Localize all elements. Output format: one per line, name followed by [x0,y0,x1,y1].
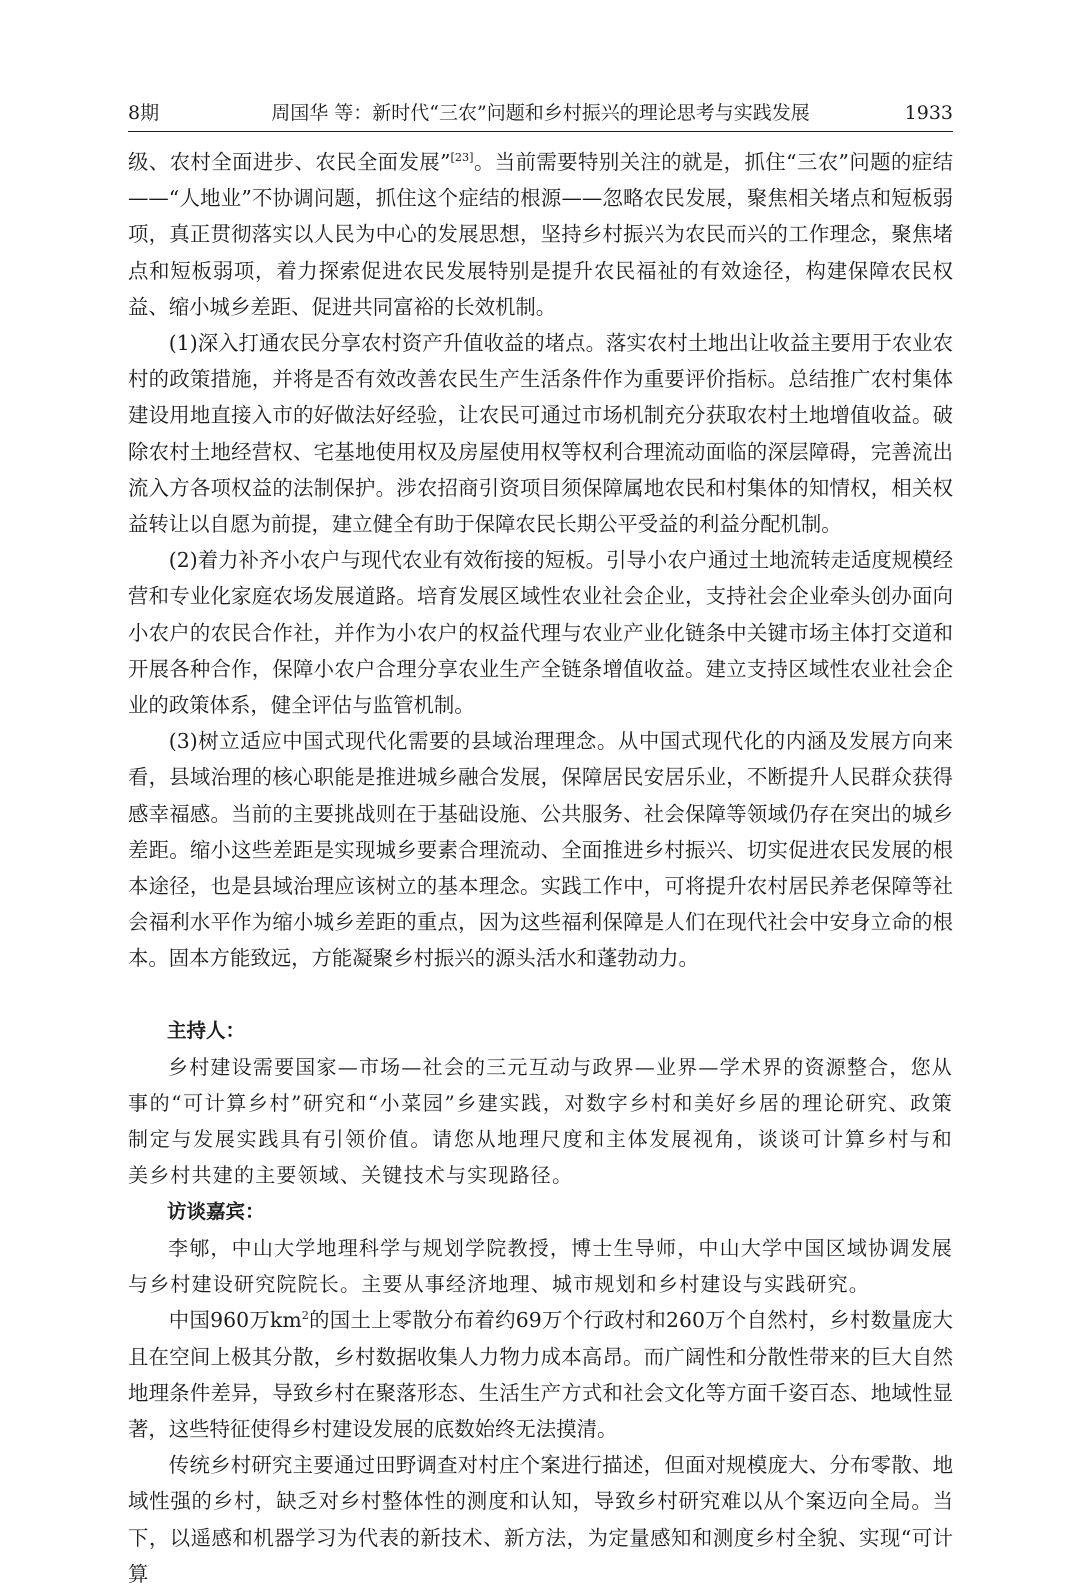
paragraph-text: 中国960万km [168,1308,302,1333]
issue-number: 8期 [128,102,160,124]
running-title: 周国华 等：新时代“三农”问题和乡村振兴的理论思考与实践发展 [271,102,810,124]
section-gap [128,977,953,1013]
paragraph-text: 级、农村全面进步、农民全面发展” [128,150,451,174]
superscript: 2 [301,1309,309,1323]
host-question: 乡村建设需要国家—市场—社会的三元互动与政界—业界—学术界的资源整合，您从事的“可计算乡村”研究和“小菜园”乡建实践，对数字乡村和美好乡居的理论研究、政策制定与发展实践具有引领价值。请您从地理尺度和主体发展视角，谈谈可计算乡村与和美乡村共建的主要领域、关键技术与实现路径。 [128,1054,953,1188]
paragraph [128,1302,953,1447]
guest-bio: 李郇，中山大学地理科学与规划学院教授，博士生导师，中山大学中国区域协调发展与乡村建设研究院院长。主要从事经济地理、城市规划和乡村建设与实践研究。 [128,1235,953,1297]
paragraph [128,144,953,325]
header-rule [128,131,953,132]
paragraph-text: 。当前需要特别关注的就是，抓住“三农”问题的症结——“人地业”不协调问题，抓住这个症结的根源——忽略农民发展，聚焦相关堵点和短板弱项，真正贯彻落实以人民为中心的发展思想，坚持乡村振兴为农民而兴的工作理念，聚焦堵点和短板弱项，着力探索促进农民发展特别是提升农民福祉的有效途径，构建保障农民权益、缩小城乡差距、促进共同富裕的长效机制。 [128,150,953,319]
paragraph-text: 的国土上零散分布着约69万个行政村和260万个自然村，乡村数量庞大且在空间上极其分散，乡村数据收集人力物力成本高昂。而广阔性和分散性带来的巨大自然地理条件差异，导致乡村在聚落形态、生活生产方式和社会文化等方面千姿百态、地域性显著，这些特征使得乡村建设发展的底数始终无法摸清。 [128,1308,953,1441]
paragraph: (3)树立适应中国式现代化需要的县域治理理念。从中国式现代化的内涵及发展方向来看，县域治理的核心职能是推进城乡融合发展，保障居民安居乐业，不断提升人民群众获得感幸福感。当前的主要挑战则在于基础设施、公共服务、社会保障等领域仍存在突出的城乡差距。缩小这些差距是实现城乡要素合理流动、全面推进乡村振兴、切实促进农民发展的根本途径，也是县域治理应该树立的基本理念。实践工作中，可将提升农村居民养老保障等社会福利水平作为缩小城乡差距的重点，因为这些福利保障是人们在现代社会中安身立命的根本。固本方能致远，方能凝聚乡村振兴的源头活水和蓬勃动力。 [128,729,953,971]
paragraph: (1)深入打通农民分享农村资产升值收益的堵点。落实农村土地出让收益主要用于农业农村的政策措施，并将是否有效改善农民生产生活条件作为重要评价指标。总结推广农村集体建设用地直接入市的好做法好经验，让农民可通过市场机制充分获取农村土地增值收益。破除农村土地经营权、宅基地使用权及房屋使用权等权利合理流动面临的深层障碍，完善流出流入方各项权益的法制保护。涉农招商引资项目须保障属地农民和村集体的知情权，相关权益转让以自愿为前提，建立健全有助于保障农民长期公平受益的利益分配机制。 [128,331,953,537]
citation-marker: [23] [450,151,474,165]
guest-label: 访谈嘉宾： [167,1199,265,1223]
running-head [128,98,953,132]
article-body [128,144,953,1592]
host-label: 主持人： [167,1018,246,1042]
paragraph: (2)着力补齐小农户与现代农业有效衔接的短板。引导小农户通过土地流转走适度规模经营和专业化家庭农场发展道路。培育发展区域性农业社会企业，支持社会企业牵头创办面向小农户的农民合作社，并作为小农户的权益代理与农业产业化链条中关键市场主体打交道和开展各种合作，保障小农户合理分享农业生产全链条增值收益。建立支持区域性农业社会企业的政策体系，健全评估与监管机制。 [128,548,953,718]
paragraph: 传统乡村研究主要通过田野调查对村庄个案进行描述，但面对规模庞大、分布零散、地域性强的乡村，缺乏对乡村整体性的测度和认知，导致乡村研究难以从个案迈向全局。当下，以遥感和机器学习为代表的新技术、新方法，为定量感知和测度乡村全貌、实现“可计算 [128,1453,953,1586]
page-number: 1933 [904,102,953,124]
